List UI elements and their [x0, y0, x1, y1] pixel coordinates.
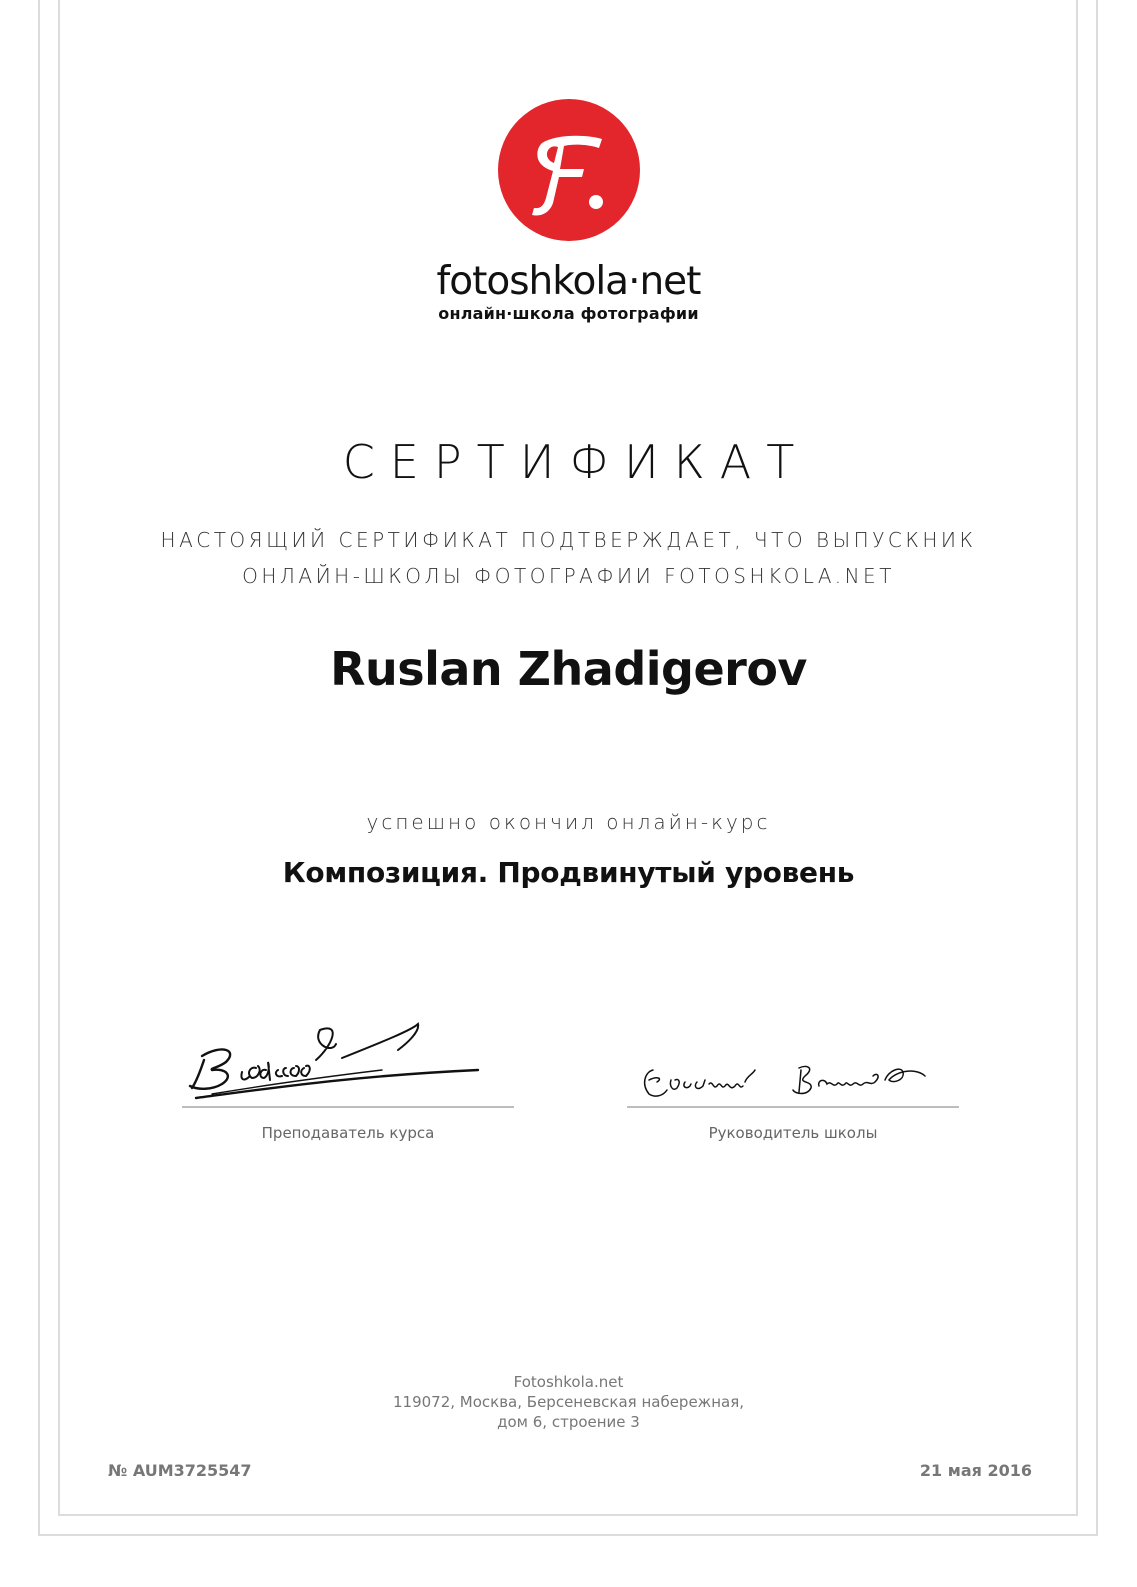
- certificate-title: СЕРТИФИКАТ: [342, 435, 810, 489]
- footer-address-line2: дом 6, строение 3: [497, 1413, 640, 1431]
- director-signature-line: [627, 1106, 959, 1108]
- course-name: Композиция. Продвинутый уровень: [282, 856, 855, 889]
- signature-block-director: [627, 1010, 959, 1142]
- director-signature: [627, 1010, 959, 1106]
- brand-tagline: онлайн·школа фотографии: [438, 304, 699, 323]
- completion-text: успешно окончил онлайн-курс: [366, 810, 771, 834]
- recipient-name: Ruslan Zhadigerov: [330, 642, 807, 696]
- footer-org: Fotoshkola.net: [513, 1373, 624, 1391]
- instructor-caption: Преподаватель курса: [261, 1124, 435, 1142]
- director-caption: Руководитель школы: [708, 1124, 878, 1142]
- school-address: [0, 1372, 1137, 1432]
- instructor-signature-line: [182, 1106, 514, 1108]
- brand-name: fotoshkola·net: [436, 259, 701, 304]
- certificate-date: 21 мая 2016: [919, 1461, 1032, 1480]
- instructor-signature: [182, 1010, 514, 1106]
- certificate-statement-line2: ОНЛАЙН-ШКОЛЫ ФОТОГРАФИИ FOTOSHKOLA.NET: [242, 564, 895, 588]
- certificate-statement-line1: НАСТОЯЩИЙ СЕРТИФИКАТ ПОДТВЕРЖДАЕТ, ЧТО ВЫПУСКНИК: [160, 528, 977, 552]
- signature-block-instructor: [182, 1010, 514, 1142]
- certificate-number: № AUM3725547: [108, 1461, 252, 1480]
- footer-address-line1: 119072, Москва, Берсеневская набережная,: [392, 1393, 744, 1411]
- fotoshkola-logo-icon: [498, 99, 640, 241]
